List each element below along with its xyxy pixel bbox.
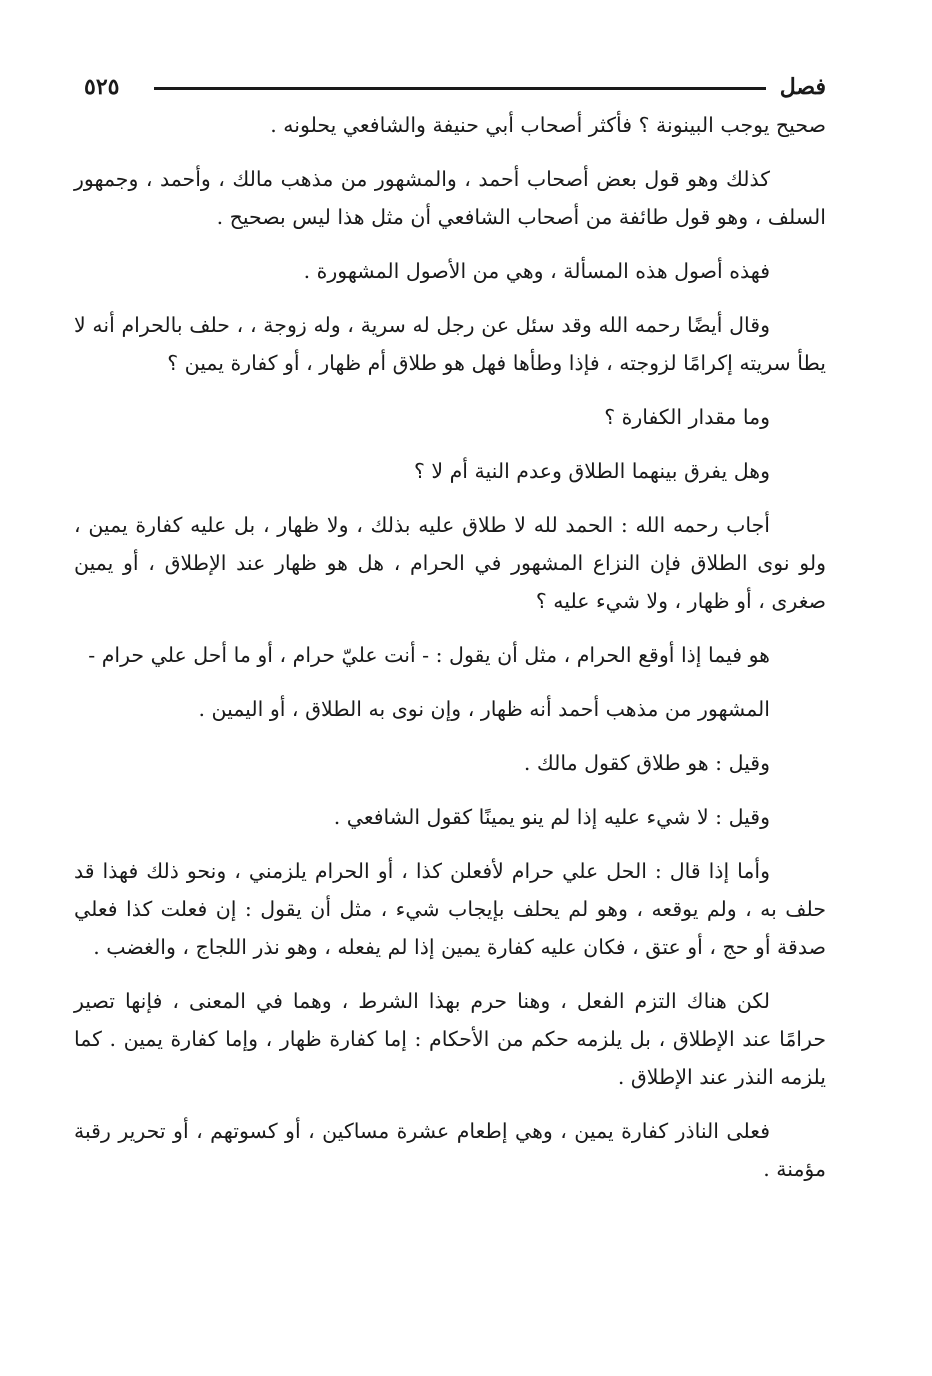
paragraph: فعلى الناذر كفارة يمين ، وهي إطعام عشرة مساكين ، أو كسوتهم ، أو تحرير رقبة مؤمنة . (74, 1119, 826, 1181)
paragraph: فهذه أصول هذه المسألة ، وهي من الأصول المشهورة . (303, 259, 770, 283)
paragraph: المشهور من مذهب أحمد أنه ظهار ، وإن نوى به الطلاق ، أو اليمين . (198, 697, 770, 721)
paragraph: أجاب رحمه الله : الحمد لله لا طلاق عليه بذلك ، ولا ظهار ، بل عليه كفارة يمين ، ولو نوى الطلاق فإن النزاع المشهور في الحرام ، هل هو ظهار عند الإطلاق ، أو يمين صغرى ، أو ظهار ، ولا شيء عليه ؟ (74, 513, 826, 613)
section-title: فصل (779, 74, 826, 100)
paragraph: وقال أيضًا رحمه الله وقد سئل عن رجل له سرية ، وله زوجة ، ، حلف بالحرام أنه لا يطأ سريته إكرامًا لزوجته ، فإذا وطأها فهل هو طلاق أم ظهار ، أو كفارة يمين ؟ (74, 313, 826, 375)
paragraph: كذلك وهو قول بعض أصحاب أحمد ، والمشهور من مذهب مالك ، وأحمد ، وجمهور السلف ، وهو قول طائفة من أصحاب الشافعي أن مثل هذا ليس بصحيح . (74, 167, 826, 229)
paragraph: لكن هناك التزم الفعل ، وهنا حرم بهذا الشرط ، وهما في المعنى ، فإنها تصير حرامًا عند الإطلاق ، بل يلزمه حكم من الأحكام : إما كفارة ظهار ، وإما كفارة يمين . كما يلزمه النذر عند الإطلاق . (74, 989, 826, 1089)
body-text (74, 106, 826, 1204)
paragraph: وقيل : هو طلاق كقول مالك . (523, 751, 770, 775)
paragraph: وقيل : لا شيء عليه إذا لم ينو يمينًا كقول الشافعي . (333, 805, 770, 829)
paragraph: وأما إذا قال : الحل علي حرام لأفعلن كذا ، أو الحرام يلزمني ، ونحو ذلك فهذا قد حلف به ، ولم يوقعه ، وهو لم يحلف بإيجاب شيء ، مثل أن يقول : إن فعلت كذا فعلي صدقة أو حج ، أو عتق ، فكان عليه كفارة يمين إذا لم يفعله ، وهو نذر اللجاج ، والغضب . (74, 859, 826, 959)
running-head (84, 70, 826, 104)
paragraph: وهل يفرق بينهما الطلاق وعدم النية أم لا ؟ (413, 459, 770, 483)
paragraph: صحيح يوجب البينونة ؟ فأكثر أصحاب أبي حنيفة والشافعي يحلونه . (270, 113, 826, 137)
paragraph: هو فيما إذا أوقع الحرام ، مثل أن يقول : - أنت عليّ حرام ، أو ما أحل علي حرام - (88, 643, 770, 667)
paragraph: وما مقدار الكفارة ؟ (604, 405, 770, 429)
page-number: ٥٢٥ (84, 74, 120, 100)
header-rule (154, 87, 766, 90)
